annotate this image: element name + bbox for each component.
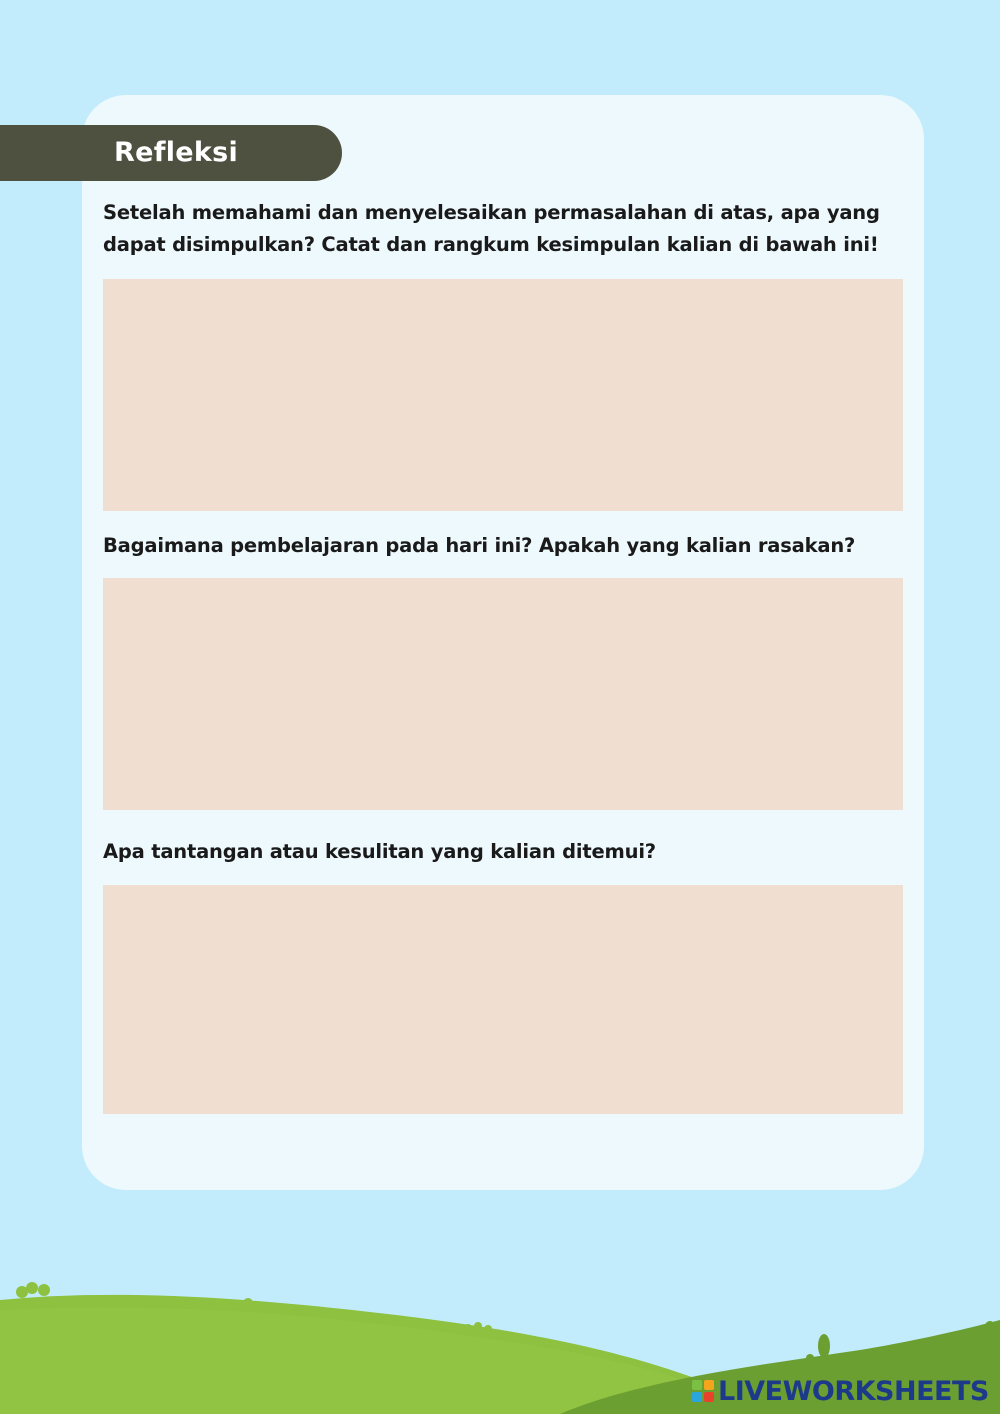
liveworksheets-logo-text: LIVEWORKSHEETS xyxy=(718,1375,989,1407)
question-1-line-1: Setelah memahami dan menyelesaikan permasalahan di atas, apa yang xyxy=(103,201,880,224)
answer-box-2[interactable] xyxy=(103,578,903,810)
liveworksheets-logo-icon xyxy=(692,1380,714,1402)
question-2-line-1: Bagaimana pembelajaran pada hari ini? Apakah yang kalian rasakan? xyxy=(103,534,856,557)
question-1-line-2: dapat disimpulkan? Catat dan rangkum kesimpulan kalian di bawah ini! xyxy=(103,233,879,256)
liveworksheets-logo xyxy=(692,1374,989,1408)
question-2 xyxy=(103,530,908,562)
question-1 xyxy=(103,197,908,261)
answer-box-1[interactable] xyxy=(103,279,903,511)
question-3 xyxy=(103,836,908,868)
section-title-banner xyxy=(0,125,342,181)
question-3-line-1: Apa tantangan atau kesulitan yang kalian ditemui? xyxy=(103,840,656,863)
section-title: Refleksi xyxy=(114,137,239,168)
answer-box-3[interactable] xyxy=(103,885,903,1114)
